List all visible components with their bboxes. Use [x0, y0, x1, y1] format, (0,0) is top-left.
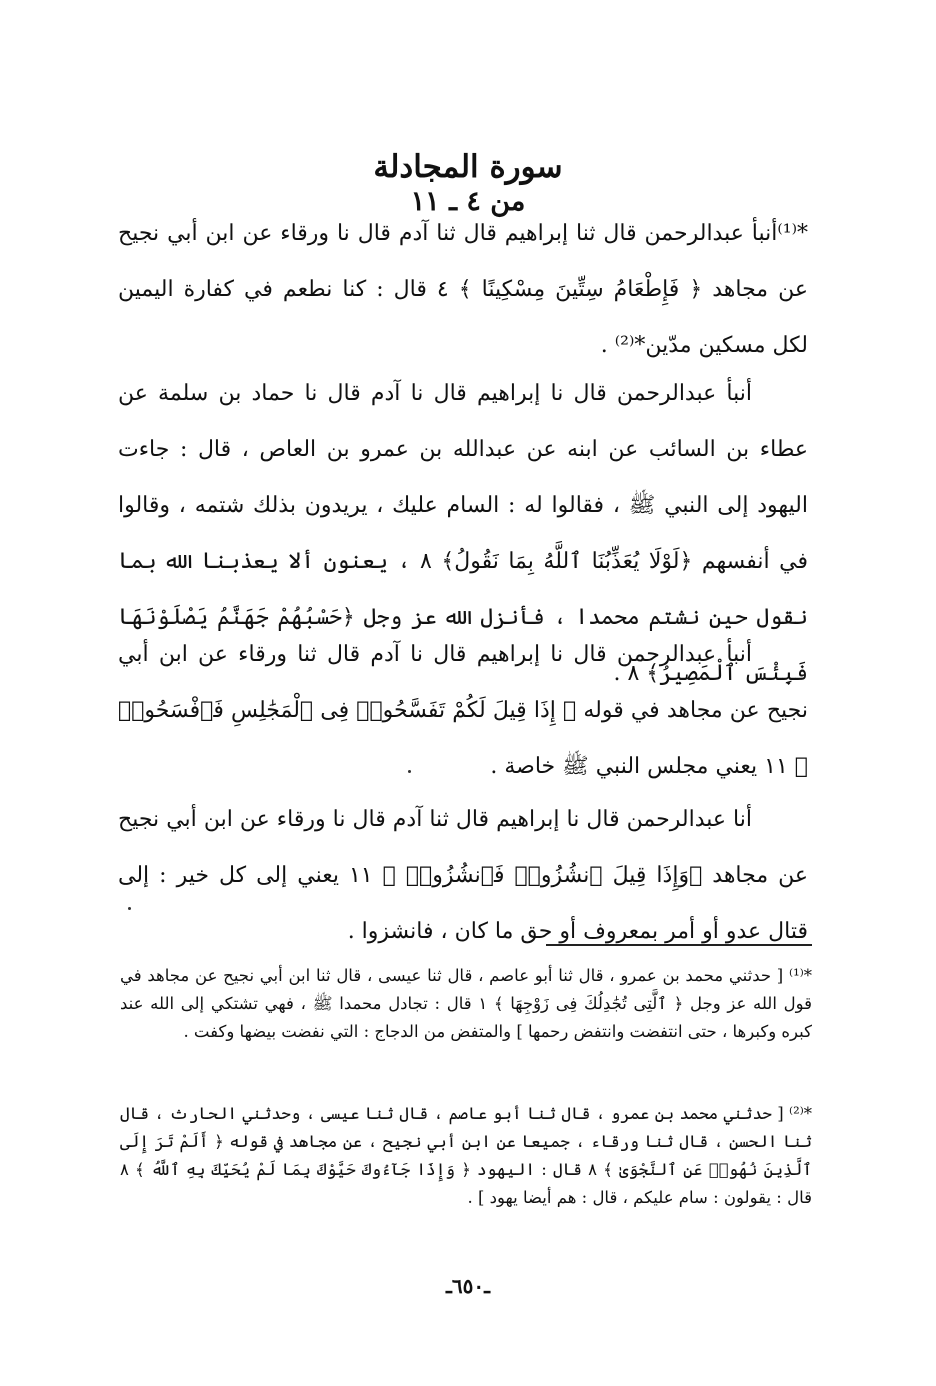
footnote-separator [546, 944, 812, 946]
paragraph-text: أنبأ عبدالرحمن قال نا إبراهيم قال نا آدم قال نا حماد بن سلمة عن عطاء بن السائب عن ابنه عن عبدالله بن عمرو بن العاص ، قال : جاءت اليهود إلى النبي ﷺ ، فقالوا له : السام عليك ، يريدون بذلك شتمه ، وقالوا في أنفسهم ﴿لَوْلَا يُعَذِّبُنَا ٱللَّهُ بِمَا نَقُولُ﴾ ٨ ، يعنون ألا يعذبنا الله بما نقول حين نشتم محمدا ، فأنزل الله عز وجل ﴿حَسْبُهُمْ جَهَنَّمُ يَصْلَوْنَهَا فَبِئْسَ ٱلْمَصِيرُ﴾ ٨ . [118, 381, 808, 686]
print-speck [128, 907, 131, 910]
paragraph-text: أنبأ عبدالرحمن قال نا إبراهيم قال نا آدم قال ثنا ورقاء عن ابن أبي نجيح عن مجاهد في قوله ﴿ إِذَا قِيلَ لَكُمْ تَفَسَّحُوا۟ فِى ٱلْمَجَٰلِسِ فَٱفْسَحُوا۟ ﴾ ١١ يعني مجلس النبي ﷺ خاصة . [118, 642, 808, 779]
paragraph-3 [118, 627, 808, 795]
paragraph-4 [118, 792, 808, 960]
verse-range-subtitle: من ٤ ـ ١١ [410, 186, 526, 217]
paragraph-text: *⁽¹⁾أنبأ عبدالرحمن قال ثنا إبراهيم قال ثنا آدم قال نا ورقاء عن ابن أبي نجيح عن مجاهد ﴿ فَإِطْعَامُ سِتِّينَ مِسْكِينًا ﴾ ٤ قال : كنا نطعم في كفارة اليمين لكل مسكين مدّين*⁽²⁾ . [118, 221, 808, 358]
footnote-1: *⁽¹⁾ [ حدثني محمد بن عمرو ، قال ثنا أبو عاصم ، قال ثنا عيسى ، قال ثنا ابن أبي نجيح عن مجاهد في قول الله عز وجل ﴿ ٱلَّتِى تُجَٰدِلُكَ فِى زَوْجِهَا ﴾ ١ قال : تجادل محمدا ﷺ ، فهي تشتكي إلى الله عند كبره وكبرها ، حتى انتفضت وانتفض رحمها ] والمتفض من الدجاج : التي نفضت بيضها وكفت . [120, 966, 813, 1041]
page-number: ـ٦٥٠ـ [446, 1274, 490, 1298]
paragraph-text: أنا عبدالرحمن قال نا إبراهيم قال ثنا آدم قال نا ورقاء عن ابن أبي نجيح عن مجاهد ﴿وَإِذَا قِيلَ ٱنشُزُوا۟ فَٱنشُزُوا۟ ﴾ ١١ يعني إلى كل خير : إلى قتال عدو أو أمر بمعروف أو حق ما كان ، فانشزوا . [118, 807, 808, 944]
paragraph-1 [118, 206, 808, 374]
surah-title: سورة المجادلة [373, 149, 563, 185]
footnote-2: *⁽²⁾ [ حدثني محمد بن عمرو ، قال ثنا أبو عاصم ، قال ثنا عيسى ، وحدثني الحارث ، قال ثنا الحسن ، قال ثنا ورقاء ، جميعا عن ابن أبي نجيح ، عن مجاهد في قوله ﴿ أَلَمْ تَرَ إِلَى ٱلَّذِينَ نُهُوا۟ عَنِ ٱلنَّجْوَىٰ ﴾ ٨ قال : اليهود ﴿ وَإِذَا جَآءُوكَ حَيَّوْكَ بِمَا لَمْ يُحَيِّكَ بِهِ ٱللَّهُ ﴾ ٨ قال : يقولون : سام عليكم ، قال : هم أيضا يهود ] . [120, 1104, 812, 1207]
print-speck [408, 770, 411, 773]
